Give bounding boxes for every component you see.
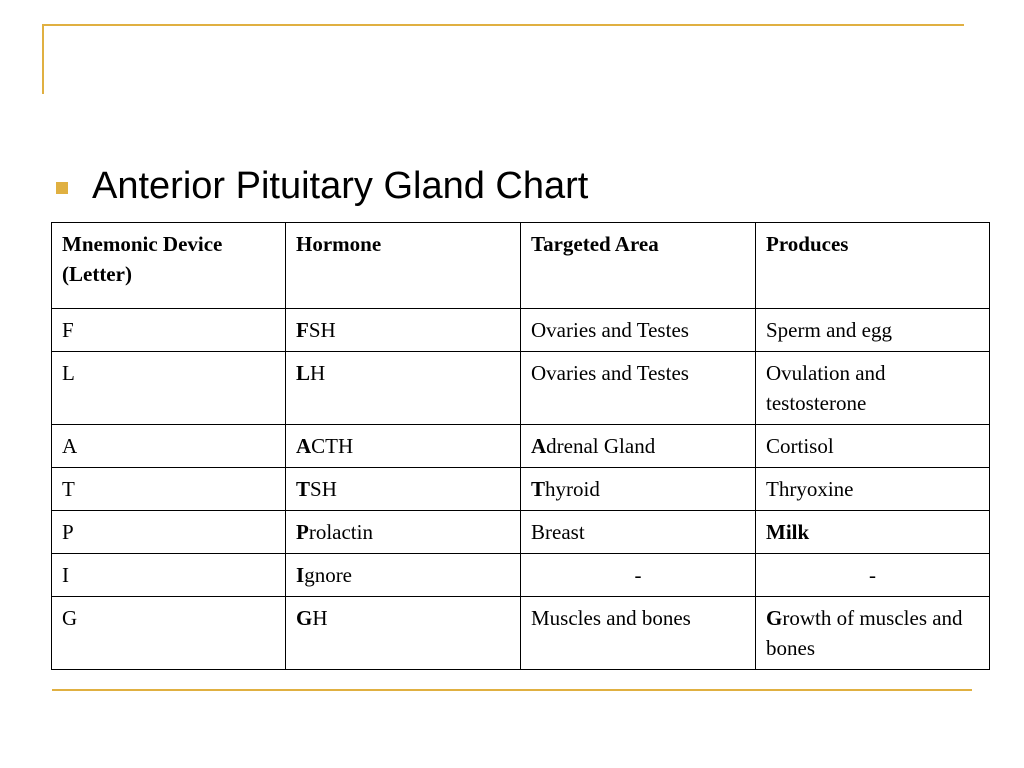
- hormone-cell: [286, 425, 521, 468]
- target-cell: [521, 511, 756, 554]
- accent-rule-bottom: [52, 689, 972, 691]
- target-text: Ovaries and Testes: [531, 361, 689, 385]
- hormone-text: CTH: [311, 434, 354, 458]
- target-cell: [521, 468, 756, 511]
- target-lead-text: T: [531, 477, 546, 501]
- hormone-cell: [286, 352, 521, 425]
- table-header-row: [52, 223, 990, 309]
- target-text: Breast: [531, 520, 585, 544]
- hormone-lead-text: A: [296, 434, 312, 458]
- produces-text: rowth of muscles and bones: [766, 606, 963, 660]
- hormone-lead-text: P: [296, 520, 309, 544]
- hormone-lead-text: I: [296, 563, 305, 587]
- hormone-lead-text: F: [296, 318, 309, 342]
- hormone-text: SH: [308, 318, 336, 342]
- table-row: [52, 554, 990, 597]
- target-cell: [521, 597, 756, 670]
- target-cell: [521, 554, 756, 597]
- produces-text: Cortisol: [766, 434, 834, 458]
- accent-rule-left: [42, 24, 44, 94]
- mnemonic-letter-cell: P: [52, 511, 286, 554]
- hormone-cell: [286, 597, 521, 670]
- header-mnemonic: Mnemonic Device (Letter): [52, 223, 286, 309]
- hormone-text: SH: [310, 477, 337, 501]
- table-body: [52, 309, 990, 670]
- produces-cell: [756, 468, 990, 511]
- hormone-text: H: [312, 606, 328, 630]
- table-row: [52, 425, 990, 468]
- hormone-cell: [286, 468, 521, 511]
- produces-cell: [756, 554, 990, 597]
- mnemonic-letter-cell: F: [52, 309, 286, 352]
- mnemonic-letter-cell: G: [52, 597, 286, 670]
- produces-cell: [756, 309, 990, 352]
- produces-lead-text: Milk: [766, 520, 810, 544]
- mnemonic-letter-cell: T: [52, 468, 286, 511]
- slide-title: Anterior Pituitary Gland Chart: [92, 164, 589, 207]
- produces-lead-text: G: [766, 606, 783, 630]
- hormone-text: H: [310, 361, 326, 385]
- produces-cell: [756, 352, 990, 425]
- target-text: Ovaries and Testes: [531, 318, 689, 342]
- hormone-cell: [286, 511, 521, 554]
- hormone-lead-text: L: [296, 361, 311, 385]
- produces-cell: [756, 597, 990, 670]
- table-row: [52, 352, 990, 425]
- table-row: [52, 511, 990, 554]
- produces-cell: [756, 511, 990, 554]
- target-cell: [521, 425, 756, 468]
- pituitary-table: [51, 222, 990, 670]
- target-text: drenal Gland: [546, 434, 656, 458]
- mnemonic-letter-cell: I: [52, 554, 286, 597]
- square-bullet-icon: [56, 182, 68, 194]
- hormone-lead-text: T: [296, 477, 311, 501]
- hormone-lead-text: G: [296, 606, 313, 630]
- table-row: [52, 309, 990, 352]
- target-text: -: [634, 563, 642, 587]
- hormone-text: rolactin: [308, 520, 373, 544]
- produces-text: Sperm and egg: [766, 318, 892, 342]
- produces-cell: [756, 425, 990, 468]
- accent-rule-top: [42, 24, 964, 26]
- table-row: [52, 597, 990, 670]
- target-cell: [521, 352, 756, 425]
- hormone-cell: [286, 554, 521, 597]
- produces-text: -: [869, 563, 876, 587]
- produces-text: Ovulation and testosterone: [766, 361, 886, 415]
- table-row: [52, 468, 990, 511]
- target-lead-text: A: [531, 434, 547, 458]
- target-text: Muscles and bones: [531, 606, 691, 630]
- header-targeted-area: Targeted Area: [521, 223, 756, 309]
- hormone-cell: [286, 309, 521, 352]
- hormone-text: gnore: [304, 563, 353, 587]
- header-hormone: Hormone: [286, 223, 521, 309]
- produces-text: Thryoxine: [766, 477, 854, 501]
- target-text: hyroid: [545, 477, 600, 501]
- target-cell: [521, 309, 756, 352]
- mnemonic-letter-cell: A: [52, 425, 286, 468]
- title-row: [56, 161, 588, 211]
- header-produces: Produces: [756, 223, 990, 309]
- mnemonic-letter-cell: L: [52, 352, 286, 425]
